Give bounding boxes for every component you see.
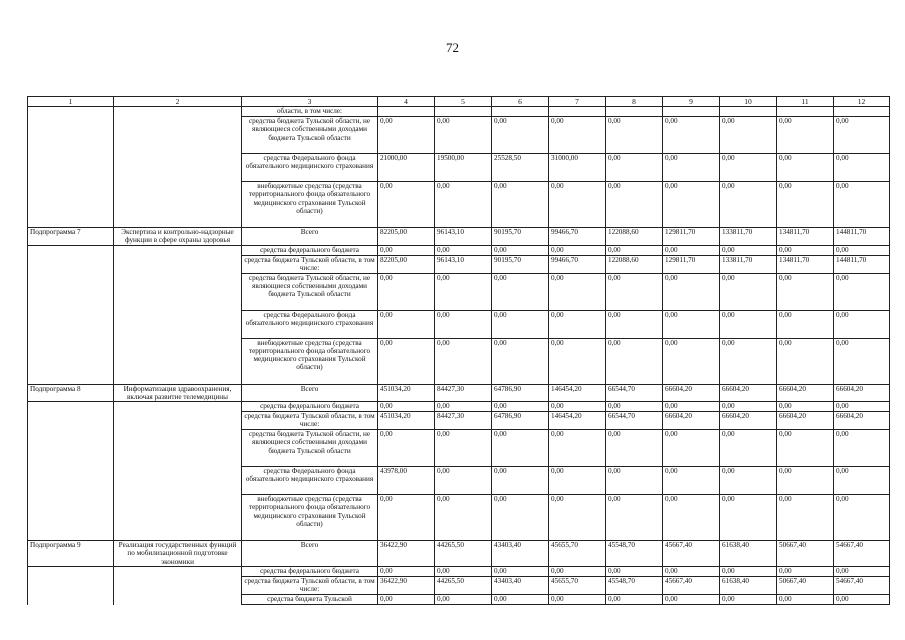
subprogram-label-cell [28,430,114,467]
value-cell: 0,00 [663,154,720,182]
subprogram-label-cell [28,595,114,605]
value-cell: 0,00 [720,273,777,310]
subprogram-title-cell [114,117,242,154]
funding-source-cell: средства бюджета Тульской области, не являющиеся собственными доходами бюджета Тульской области [242,117,378,154]
value-cell: 0,00 [606,595,663,605]
value-cell: 0,00 [720,595,777,605]
value-cell: 0,00 [492,495,549,541]
value-cell: 84427,30 [435,384,492,402]
value-cell: 144811,70 [834,228,890,246]
value-cell: 0,00 [720,402,777,412]
value-cell: 0,00 [378,495,435,541]
value-cell: 64786,90 [492,412,549,430]
value-cell: 96143,10 [435,255,492,273]
value-cell: 0,00 [777,567,834,577]
value-cell: 0,00 [720,567,777,577]
value-cell: 0,00 [435,595,492,605]
column-header: 5 [435,97,492,107]
column-header: 9 [663,97,720,107]
value-cell: 133811,70 [720,228,777,246]
value-cell: 0,00 [777,402,834,412]
value-cell: 0,00 [435,402,492,412]
table-row [28,541,890,567]
value-cell: 134811,70 [777,228,834,246]
value-cell: 0,00 [606,182,663,228]
value-cell: 43978,00 [378,467,435,495]
column-header: 2 [114,97,242,107]
value-cell: 0,00 [378,117,435,154]
subprogram-title-cell [114,273,242,310]
funding-source-cell: средства бюджета Тульской области, в том числе: [242,577,378,595]
value-cell [777,107,834,117]
value-cell: 66604,20 [663,384,720,402]
value-cell: 45667,40 [663,577,720,595]
value-cell: 0,00 [378,182,435,228]
value-cell: 25528,50 [492,154,549,182]
value-cell: 0,00 [549,310,606,338]
subprogram-label-cell [28,495,114,541]
subprogram-title-cell: Информатизация здравоохранения, включая развитие телемедицины [114,384,242,402]
funding-source-cell: средства федерального бюджета [242,245,378,255]
value-cell: 66604,20 [663,412,720,430]
table-row [28,430,890,467]
value-cell: 66604,20 [777,412,834,430]
value-cell: 0,00 [549,430,606,467]
subprogram-label-cell: Подпрограмма 7 [28,228,114,246]
funding-source-cell: внебюджетные средства (средства территориального фонда обязательного медицинского страхования Тульской области) [242,182,378,228]
value-cell: 0,00 [378,310,435,338]
value-cell: 0,00 [720,495,777,541]
value-cell: 0,00 [663,402,720,412]
value-cell: 90195,70 [492,255,549,273]
value-cell: 0,00 [834,467,890,495]
value-cell: 0,00 [549,402,606,412]
value-cell: 144811,70 [834,255,890,273]
table-row [28,255,890,273]
subprogram-title-cell [114,402,242,412]
value-cell: 0,00 [720,338,777,384]
value-cell: 0,00 [834,338,890,384]
value-cell: 0,00 [663,117,720,154]
table-row [28,567,890,577]
value-cell: 66604,20 [777,384,834,402]
column-header: 8 [606,97,663,107]
value-cell: 0,00 [435,182,492,228]
value-cell: 0,00 [378,402,435,412]
value-cell: 0,00 [435,495,492,541]
value-cell [834,107,890,117]
value-cell: 0,00 [378,338,435,384]
value-cell: 82205,00 [378,228,435,246]
value-cell: 0,00 [606,245,663,255]
funding-source-cell: средства Федерального фонда обязательного медицинского страхования [242,467,378,495]
funding-source-cell: Всего [242,384,378,402]
column-header: 1 [28,97,114,107]
value-cell: 0,00 [834,154,890,182]
value-cell: 0,00 [435,117,492,154]
value-cell: 0,00 [663,273,720,310]
table-row [28,245,890,255]
value-cell [549,107,606,117]
subprogram-label-cell [28,577,114,595]
subprogram-label-cell [28,154,114,182]
value-cell: 99466,70 [549,255,606,273]
value-cell: 0,00 [777,595,834,605]
table-row [28,310,890,338]
value-cell: 0,00 [777,273,834,310]
value-cell: 0,00 [834,273,890,310]
subprogram-label-cell [28,402,114,412]
value-cell: 0,00 [663,430,720,467]
subprogram-label-cell [28,182,114,228]
table-row [28,402,890,412]
value-cell: 45548,70 [606,541,663,567]
table-row [28,117,890,154]
subprogram-label-cell [28,273,114,310]
value-cell: 0,00 [720,245,777,255]
value-cell: 0,00 [663,182,720,228]
value-cell: 0,00 [834,495,890,541]
subprogram-title-cell [114,412,242,430]
value-cell: 451034,20 [378,412,435,430]
subprogram-title-cell [114,467,242,495]
value-cell: 0,00 [720,467,777,495]
value-cell [435,107,492,117]
value-cell: 0,00 [663,467,720,495]
subprogram-label-cell [28,117,114,154]
subprogram-label-cell [28,338,114,384]
value-cell: 0,00 [435,567,492,577]
table-row [28,228,890,246]
table-row [28,577,890,595]
subprogram-title-cell [114,154,242,182]
value-cell: 0,00 [378,595,435,605]
value-cell: 44265,50 [435,541,492,567]
subprogram-title-cell [114,107,242,117]
value-cell: 0,00 [492,467,549,495]
value-cell: 0,00 [777,467,834,495]
subprogram-label-cell [28,310,114,338]
table-row [28,467,890,495]
value-cell: 96143,10 [435,228,492,246]
value-cell: 0,00 [435,273,492,310]
value-cell: 122088,60 [606,228,663,246]
value-cell: 0,00 [606,467,663,495]
funding-source-cell: средства федерального бюджета [242,402,378,412]
column-header: 10 [720,97,777,107]
subprogram-title-cell: Реализация государственных функций по мобилизационной подготовке экономики [114,541,242,567]
value-cell: 122088,60 [606,255,663,273]
funding-source-cell: внебюджетные средства (средства территориального фонда обязательного медицинского страхования Тульской области) [242,495,378,541]
value-cell: 0,00 [834,117,890,154]
value-cell: 0,00 [549,273,606,310]
value-cell: 133811,70 [720,255,777,273]
subprogram-label-cell [28,567,114,577]
value-cell: 0,00 [777,430,834,467]
value-cell: 146454,20 [549,384,606,402]
funding-source-cell: средства Федерального фонда обязательного медицинского страхования [242,154,378,182]
value-cell: 0,00 [663,595,720,605]
value-cell: 36422,90 [378,541,435,567]
value-cell: 0,00 [663,310,720,338]
funding-source-cell: области, в том числе: [242,107,378,117]
subprogram-title-cell [114,245,242,255]
subprogram-title-cell: Экспертиза и контрольно-надзорные функции в сфере охраны здоровья [114,228,242,246]
value-cell: 0,00 [720,154,777,182]
funding-source-cell: средства бюджета Тульской области, не являющиеся собственными доходами бюджета Тульской области [242,430,378,467]
value-cell: 0,00 [435,430,492,467]
value-cell: 66604,20 [834,384,890,402]
value-cell: 0,00 [663,338,720,384]
table-row [28,412,890,430]
value-cell: 21000,00 [378,154,435,182]
value-cell: 0,00 [492,402,549,412]
value-cell: 0,00 [492,245,549,255]
subprogram-title-cell [114,255,242,273]
table-header-row [28,97,890,107]
value-cell: 50667,40 [777,541,834,567]
value-cell: 0,00 [549,567,606,577]
value-cell: 0,00 [663,567,720,577]
subprogram-title-cell [114,495,242,541]
subprogram-label-cell [28,412,114,430]
value-cell: 61638,40 [720,541,777,567]
value-cell: 43403,40 [492,541,549,567]
value-cell: 0,00 [720,310,777,338]
value-cell: 84427,30 [435,412,492,430]
value-cell: 0,00 [492,310,549,338]
value-cell: 61638,40 [720,577,777,595]
value-cell: 0,00 [492,595,549,605]
value-cell: 0,00 [492,182,549,228]
value-cell: 129811,70 [663,228,720,246]
subprogram-title-cell [114,310,242,338]
value-cell: 129811,70 [663,255,720,273]
value-cell: 45655,70 [549,577,606,595]
value-cell: 0,00 [435,338,492,384]
value-cell: 0,00 [777,245,834,255]
budget-table [27,96,890,605]
subprogram-label-cell [28,245,114,255]
value-cell: 0,00 [720,117,777,154]
value-cell: 64786,90 [492,384,549,402]
value-cell: 0,00 [492,117,549,154]
subprogram-title-cell [114,430,242,467]
value-cell: 31000,00 [549,154,606,182]
value-cell: 0,00 [549,117,606,154]
column-header: 12 [834,97,890,107]
value-cell: 36422,90 [378,577,435,595]
value-cell: 0,00 [435,245,492,255]
value-cell: 0,00 [777,182,834,228]
table-row [28,595,890,605]
table-row [28,107,890,117]
value-cell: 0,00 [834,402,890,412]
value-cell: 0,00 [606,430,663,467]
value-cell: 0,00 [549,595,606,605]
value-cell: 82205,00 [378,255,435,273]
value-cell: 0,00 [777,117,834,154]
value-cell: 0,00 [777,495,834,541]
value-cell: 146454,20 [549,412,606,430]
value-cell: 0,00 [606,495,663,541]
value-cell: 43403,40 [492,577,549,595]
subprogram-title-cell [114,567,242,577]
subprogram-title-cell [114,595,242,605]
value-cell: 0,00 [492,338,549,384]
value-cell: 0,00 [606,402,663,412]
value-cell: 19500,00 [435,154,492,182]
funding-source-cell: средства Федерального фонда обязательного медицинского страхования [242,310,378,338]
value-cell: 0,00 [777,338,834,384]
value-cell: 0,00 [777,310,834,338]
value-cell: 0,00 [834,245,890,255]
value-cell: 66604,20 [720,384,777,402]
column-header: 6 [492,97,549,107]
funding-source-cell: средства федерального бюджета [242,567,378,577]
value-cell: 90195,70 [492,228,549,246]
value-cell: 0,00 [663,245,720,255]
value-cell [492,107,549,117]
value-cell: 0,00 [549,182,606,228]
value-cell: 0,00 [492,430,549,467]
value-cell: 0,00 [435,310,492,338]
value-cell: 0,00 [549,495,606,541]
value-cell: 66604,20 [834,412,890,430]
value-cell [720,107,777,117]
value-cell: 0,00 [834,595,890,605]
subprogram-title-cell [114,577,242,595]
value-cell: 66544,70 [606,412,663,430]
table-row [28,154,890,182]
value-cell: 0,00 [549,338,606,384]
value-cell: 0,00 [606,117,663,154]
value-cell: 0,00 [834,310,890,338]
column-header: 11 [777,97,834,107]
value-cell: 45667,40 [663,541,720,567]
value-cell: 0,00 [549,467,606,495]
subprogram-label-cell: Подпрограмма 9 [28,541,114,567]
value-cell: 0,00 [492,273,549,310]
value-cell [663,107,720,117]
funding-source-cell: средства бюджета Тульской области, не являющиеся собственными доходами бюджета Тульской области [242,273,378,310]
value-cell: 0,00 [378,567,435,577]
value-cell: 44265,50 [435,577,492,595]
value-cell: 0,00 [606,338,663,384]
value-cell: 0,00 [606,154,663,182]
funding-source-cell: средства бюджета Тульской области, в том числе: [242,255,378,273]
value-cell [606,107,663,117]
value-cell: 0,00 [492,567,549,577]
value-cell: 0,00 [378,273,435,310]
value-cell: 0,00 [606,273,663,310]
value-cell: 0,00 [663,495,720,541]
funding-source-cell: внебюджетные средства (средства территориального фонда обязательного медицинского страхования Тульской области) [242,338,378,384]
table-row [28,338,890,384]
subprogram-title-cell [114,338,242,384]
table-row [28,182,890,228]
table-row [28,495,890,541]
value-cell: 0,00 [549,245,606,255]
subprogram-label-cell [28,467,114,495]
value-cell: 0,00 [720,182,777,228]
value-cell: 66604,20 [720,412,777,430]
subprogram-label-cell [28,255,114,273]
value-cell: 451034,20 [378,384,435,402]
value-cell: 54667,40 [834,541,890,567]
value-cell: 0,00 [834,182,890,228]
subprogram-title-cell [114,182,242,228]
value-cell: 0,00 [378,430,435,467]
table-row [28,384,890,402]
value-cell: 0,00 [720,430,777,467]
value-cell: 0,00 [834,567,890,577]
page-number: 72 [446,40,459,55]
value-cell: 0,00 [777,154,834,182]
value-cell: 0,00 [435,467,492,495]
value-cell: 66544,70 [606,384,663,402]
subprogram-label-cell: Подпрограмма 8 [28,384,114,402]
value-cell: 134811,70 [777,255,834,273]
funding-source-cell: Всего [242,228,378,246]
value-cell: 45655,70 [549,541,606,567]
value-cell: 99466,70 [549,228,606,246]
column-header: 3 [242,97,378,107]
value-cell: 0,00 [606,310,663,338]
value-cell: 0,00 [606,567,663,577]
value-cell: 0,00 [378,245,435,255]
value-cell: 0,00 [834,430,890,467]
column-header: 4 [378,97,435,107]
funding-source-cell: средства бюджета Тульской [242,595,378,605]
value-cell: 54667,40 [834,577,890,595]
table-row [28,273,890,310]
value-cell [378,107,435,117]
subprogram-label-cell [28,107,114,117]
funding-source-cell: Всего [242,541,378,567]
value-cell: 45548,70 [606,577,663,595]
value-cell: 50667,40 [777,577,834,595]
funding-source-cell: средства бюджета Тульской области, в том числе: [242,412,378,430]
column-header: 7 [549,97,606,107]
